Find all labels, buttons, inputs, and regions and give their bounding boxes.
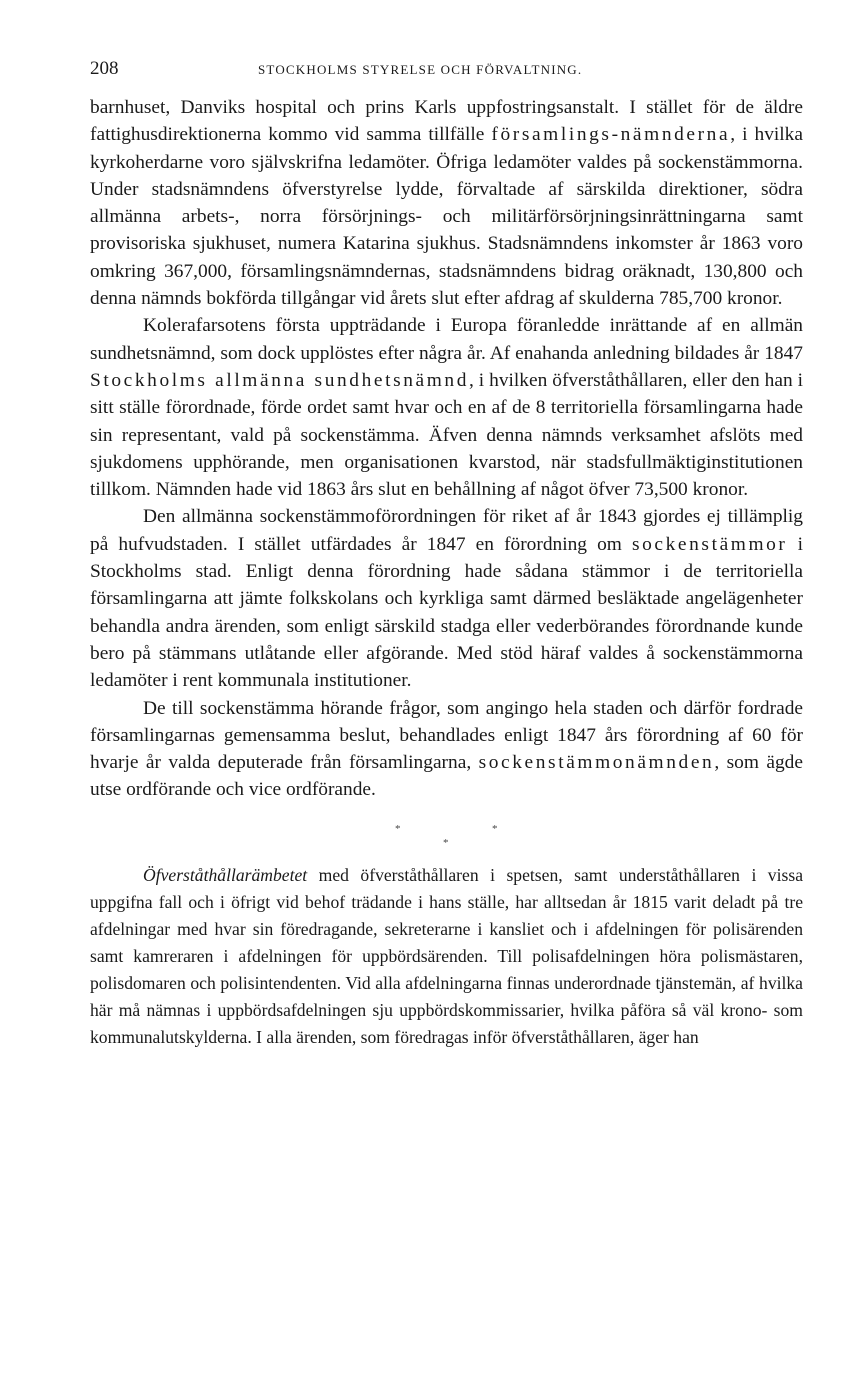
paragraph-5 — [90, 862, 803, 1051]
paragraph-2-text-c: , i hvilken öfverståthållaren, eller den han i sitt ställe förordnade, förde ordet samt hvar och en af de 8 territoriella församlingarna hade sin representant, vald på sockenstämma. Äfven denna nämnds verksamhet afslöts med sjukdomens upphörande, men organisationen kvarstod, när stadsfullmäktiginstitutionen tillkom. Nämnden hade vid 1863 års slut en behållning af något öfver 73,500 kronor. — [90, 369, 804, 501]
ornament-star-2: * — [492, 822, 498, 835]
body-text — [90, 94, 803, 1051]
paragraph-3-text-a: Den allmänna sockenstämmoförordningen för riket af år 1843 gjordes ej tillämplig på hufvudstaden. I stället utfärdades år 1847 en förordning om — [90, 506, 803, 555]
spaced-term-sockenstammonamnden: sockenstämmonämnden — [478, 752, 715, 774]
running-title: STOCKHOLMS STYRELSE OCH FÖRVALTNING. — [258, 62, 583, 77]
section-ornament — [90, 810, 803, 854]
paragraph-4-text-c: , som ägde utse ordförande och vice ordförande. — [90, 752, 803, 801]
small-print-section — [90, 862, 803, 1051]
spaced-term-forsamlingsnamnderna: församlings-nämnderna — [491, 124, 731, 146]
paragraph-3-text-c: i Stockholms stad. Enligt denna förordning hade sådana stämmor i de territoriella församlingarna att jämte folkskolans och kyrkliga samt därmed besläktade angelägenheter behandla andra ärenden, som enligt särskild stadga eller vederbörandes förordnande kunde bero på stämmans utlåtande eller afgörande. Med stöd häraf valdes å sockenstämmorna ledamöter i rent kommunala institutioner. — [90, 533, 803, 692]
spaced-term-sundhetsnamnd: Stockholms allmänna sundhetsnämnd — [90, 369, 469, 391]
paragraph-1-text-c: , i hvilka kyrkoherdarne voro självskrifna ledamöter. Öfriga ledamöter valdes på sockenstämmorna. Under stadsnämndens öfverstyrelse lydde, förvaltade af särskilda direktioner, södra allmänna arbets-, norra försörjnings- och militärförsörjningsinrättningarna samt provisoriska sjukhuset, numera Katarina sjukhus. Stadsnämndens inkomster år 1863 voro omkring 367,000, församlingsnämndernas, stadsnämndens bidrag oräknadt, 130,800 och denna nämnds bokförda tillgångar vid årets slut efter afdrag af skulderna 785,700 kronor. — [90, 124, 803, 310]
paragraph-2-text-a: Kolerafarsotens första uppträdande i Europa föranledde inrättande af en allmän sundhetsnämnd, som dock upplöstes efter några år. Af enahanda anledning bildades år 1847 — [90, 315, 803, 364]
page-number: 208 — [90, 58, 119, 79]
page-header — [90, 58, 803, 82]
paragraph-4 — [90, 695, 803, 804]
ornament-star-3: * — [443, 836, 449, 849]
paragraph-3 — [90, 503, 803, 694]
ornament-star-1: * — [395, 822, 401, 835]
paragraph-4-text-a: De till sockenstämma hörande frågor, som angingo hela staden och därför fordrade församlingarnas gemensamma beslut, behandlades enligt 1847 års förordning af 60 för hvarje år valda deputerade från församlingarna, — [90, 697, 803, 774]
paragraph-1-text-a: barnhuset, Danviks hospital och prins Karls uppfostringsanstalt. I stället för de äldre fattighusdirektionerna kommo vid samma tillfälle — [90, 97, 803, 146]
spaced-term-sockenstammor: sockenstämmor — [631, 533, 788, 555]
paragraph-5-text-b: med öfverståthållaren i spetsen, samt underståthållaren i vissa uppgifna fall och i öfrigt vid behof trädande i hans ställe, har alltsedan år 1815 varit deladt på tre afdelningar med hvar sin föredragande, sekreterarne i kansliet och i afdelningen för polisärenden samt kamreraren i afdelningen för uppbördsärenden. Till polisafdelningen höra polismästaren, polisdomaren och polisintendenten. Vid alla afdelningarna finnas underordnade tjänstemän, af hvilka här må nämnas i uppbördsafdelningen sju uppbördskommissarier, hvilka påföra så väl krono- som kommunalutskylderna. I alla ärenden, som föredragas inför öfverståthållaren, äger han — [90, 864, 803, 1047]
paragraph-1 — [90, 94, 803, 312]
italic-term-ofverstathallarambetet: Öfverståthållarämbetet — [143, 864, 308, 885]
paragraph-2 — [90, 312, 803, 503]
